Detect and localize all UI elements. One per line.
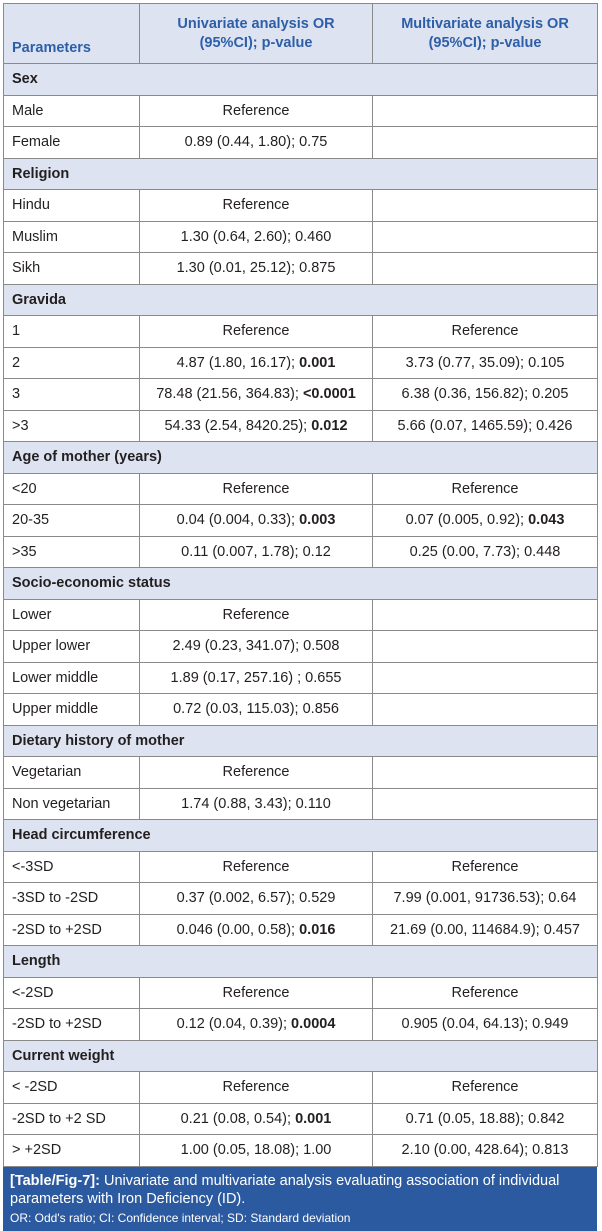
- multivariate-cell: [373, 851, 598, 883]
- univariate-cell: [140, 851, 373, 883]
- multivariate-cell: [373, 883, 598, 915]
- univariate-cell: [140, 883, 373, 915]
- table-row: [4, 599, 598, 631]
- header-multivariate: [373, 4, 598, 64]
- univariate-cell: [140, 631, 373, 663]
- univariate-p-significant: 0.003: [299, 512, 336, 529]
- table-row: [4, 221, 598, 253]
- multivariate-cell: [373, 379, 598, 411]
- section-header-row: [4, 568, 598, 600]
- row-label: < -2SD: [4, 1072, 140, 1104]
- row-label: Sikh: [4, 253, 140, 285]
- multivariate-cell: [373, 190, 598, 222]
- section-header-row: [4, 1040, 598, 1072]
- multivariate-cell: [373, 694, 598, 726]
- row-label: Upper middle: [4, 694, 140, 726]
- univariate-value: 0.37 (0.002, 6.57); 0.529: [176, 890, 336, 907]
- univariate-cell: [140, 1072, 373, 1104]
- table-header: [4, 4, 598, 64]
- univariate-value: 54.33 (2.54, 8420.25);: [164, 417, 312, 434]
- univariate-value: 0.11 (0.007, 1.78); 0.12: [181, 543, 331, 560]
- multivariate-cell: [373, 757, 598, 789]
- univariate-cell: [140, 127, 373, 159]
- univariate-value: Reference: [222, 197, 290, 214]
- row-label: Non vegetarian: [4, 788, 140, 820]
- univariate-value: 1.89 (0.17, 257.16) ; 0.655: [170, 669, 342, 686]
- univariate-p-significant: 0.001: [295, 1110, 332, 1127]
- table-row: [4, 788, 598, 820]
- table-row: [4, 253, 598, 285]
- univariate-cell: [140, 221, 373, 253]
- univariate-value: 0.04 (0.004, 0.33);: [176, 512, 300, 529]
- caption-text: Univariate and multivariate analysis evaluating association of individual parameters with Iron Deficiency (ID).: [10, 1172, 560, 1207]
- multivariate-cell: [373, 505, 598, 537]
- univariate-cell: [140, 347, 373, 379]
- univariate-p-significant: 0.001: [299, 354, 336, 371]
- table-row: [4, 410, 598, 442]
- row-label: -2SD to +2 SD: [4, 1103, 140, 1135]
- univariate-value: Reference: [222, 984, 290, 1001]
- univariate-value: 0.89 (0.44, 1.80); 0.75: [184, 134, 328, 151]
- table-caption: [3, 1167, 597, 1231]
- multivariate-cell: [373, 473, 598, 505]
- multivariate-cell: [373, 1072, 598, 1104]
- header-multivariate-line1: Multivariate analysis OR: [401, 15, 569, 32]
- row-label: Hindu: [4, 190, 140, 222]
- section-title: Socio-economic status: [4, 568, 598, 600]
- univariate-cell: [140, 505, 373, 537]
- table-row: [4, 883, 598, 915]
- multivariate-value: Reference: [451, 858, 519, 875]
- univariate-cell: [140, 473, 373, 505]
- section-title: Religion: [4, 158, 598, 190]
- table-row: [4, 1072, 598, 1104]
- univariate-p-significant: 0.016: [299, 921, 336, 938]
- univariate-value: 2.49 (0.23, 341.07); 0.508: [172, 638, 340, 655]
- caption-tag: [Table/Fig-7]:: [10, 1172, 100, 1189]
- header-multivariate-line2: (95%CI); p-value: [428, 34, 542, 51]
- row-label: <20: [4, 473, 140, 505]
- row-label: Female: [4, 127, 140, 159]
- table-row: [4, 757, 598, 789]
- section-header-row: [4, 725, 598, 757]
- univariate-value: Reference: [222, 323, 290, 340]
- multivariate-cell: [373, 347, 598, 379]
- section-title: Sex: [4, 64, 598, 96]
- section-title: Dietary history of mother: [4, 725, 598, 757]
- multivariate-cell: [373, 221, 598, 253]
- header-univariate-line2: (95%CI); p-value: [199, 34, 313, 51]
- table-row: [4, 851, 598, 883]
- univariate-value: Reference: [222, 764, 290, 781]
- univariate-cell: [140, 757, 373, 789]
- multivariate-value: 2.10 (0.00, 428.64); 0.813: [401, 1142, 569, 1159]
- univariate-cell: [140, 1135, 373, 1167]
- multivariate-value: 0.25 (0.00, 7.73); 0.448: [409, 543, 561, 560]
- univariate-cell: [140, 662, 373, 694]
- section-header-row: [4, 946, 598, 978]
- univariate-cell: [140, 914, 373, 946]
- multivariate-value: 0.07 (0.005, 0.92);: [405, 512, 529, 529]
- multivariate-cell: [373, 788, 598, 820]
- table-row: [4, 1103, 598, 1135]
- univariate-cell: [140, 410, 373, 442]
- multivariate-value: 0.71 (0.05, 18.88); 0.842: [405, 1110, 565, 1127]
- section-header-row: [4, 442, 598, 474]
- row-label: Male: [4, 95, 140, 127]
- table-figure: [3, 3, 597, 1231]
- section-header-row: [4, 64, 598, 96]
- section-header-row: [4, 158, 598, 190]
- univariate-cell: [140, 316, 373, 348]
- row-label: > +2SD: [4, 1135, 140, 1167]
- univariate-cell: [140, 253, 373, 285]
- univariate-cell: [140, 190, 373, 222]
- multivariate-value: 7.99 (0.001, 91736.53); 0.64: [393, 890, 577, 907]
- multivariate-value: 3.73 (0.77, 35.09); 0.105: [405, 354, 565, 371]
- section-title: Length: [4, 946, 598, 978]
- multivariate-cell: [373, 1135, 598, 1167]
- univariate-cell: [140, 1103, 373, 1135]
- table-body: [4, 64, 598, 1167]
- univariate-cell: [140, 694, 373, 726]
- univariate-value: Reference: [222, 102, 290, 119]
- row-label: >3: [4, 410, 140, 442]
- univariate-p-significant: <0.0001: [302, 386, 356, 403]
- table-row: [4, 316, 598, 348]
- section-title: Gravida: [4, 284, 598, 316]
- univariate-cell: [140, 1009, 373, 1041]
- multivariate-cell: [373, 1103, 598, 1135]
- univariate-value: Reference: [222, 1079, 290, 1096]
- table-row: [4, 694, 598, 726]
- table-row: [4, 190, 598, 222]
- univariate-cell: [140, 977, 373, 1009]
- section-title: Head circumference: [4, 820, 598, 852]
- row-label: 20-35: [4, 505, 140, 537]
- multivariate-cell: [373, 977, 598, 1009]
- row-label: 1: [4, 316, 140, 348]
- univariate-cell: [140, 379, 373, 411]
- table-row: [4, 977, 598, 1009]
- univariate-value: 0.72 (0.03, 115.03); 0.856: [173, 701, 339, 718]
- row-label: -2SD to +2SD: [4, 1009, 140, 1041]
- table-row: [4, 127, 598, 159]
- multivariate-p-significant: 0.043: [528, 512, 565, 529]
- univariate-cell: [140, 536, 373, 568]
- multivariate-cell: [373, 1009, 598, 1041]
- header-univariate-line1: Univariate analysis OR: [177, 15, 335, 32]
- multivariate-cell: [373, 410, 598, 442]
- row-label: <-3SD: [4, 851, 140, 883]
- table-row: [4, 473, 598, 505]
- multivariate-cell: [373, 127, 598, 159]
- univariate-cell: [140, 788, 373, 820]
- table-row: [4, 1135, 598, 1167]
- row-label: -2SD to +2SD: [4, 914, 140, 946]
- row-label: Lower: [4, 599, 140, 631]
- section-title: Age of mother (years): [4, 442, 598, 474]
- row-label: Upper lower: [4, 631, 140, 663]
- multivariate-value: Reference: [451, 1079, 519, 1096]
- row-label: Vegetarian: [4, 757, 140, 789]
- univariate-value: Reference: [222, 480, 290, 497]
- univariate-cell: [140, 599, 373, 631]
- table-row: [4, 95, 598, 127]
- univariate-value: 1.00 (0.05, 18.08); 1.00: [180, 1142, 332, 1159]
- table-row: [4, 631, 598, 663]
- table-row: [4, 914, 598, 946]
- table-row: [4, 347, 598, 379]
- multivariate-value: Reference: [451, 480, 519, 497]
- multivariate-value: 5.66 (0.07, 1465.59); 0.426: [397, 417, 573, 434]
- multivariate-cell: [373, 662, 598, 694]
- table-row: [4, 662, 598, 694]
- multivariate-cell: [373, 914, 598, 946]
- row-label: <-2SD: [4, 977, 140, 1009]
- univariate-value: 0.21 (0.08, 0.54);: [180, 1110, 296, 1127]
- multivariate-value: Reference: [451, 323, 519, 340]
- results-table: [3, 3, 598, 1167]
- univariate-value: Reference: [222, 606, 290, 623]
- multivariate-cell: [373, 599, 598, 631]
- section-header-row: [4, 284, 598, 316]
- univariate-p-significant: 0.012: [311, 417, 348, 434]
- multivariate-cell: [373, 631, 598, 663]
- multivariate-cell: [373, 536, 598, 568]
- multivariate-value: 6.38 (0.36, 156.82); 0.205: [401, 386, 569, 403]
- caption-note: OR: Odd's ratio; CI: Confidence interval; SD: Standard deviation: [10, 1210, 351, 1225]
- multivariate-cell: [373, 316, 598, 348]
- univariate-value: 1.30 (0.01, 25.12); 0.875: [176, 260, 336, 277]
- caption-title: [10, 1172, 589, 1208]
- header-univariate: [140, 4, 373, 64]
- section-title: Current weight: [4, 1040, 598, 1072]
- univariate-value: 78.48 (21.56, 364.83);: [156, 386, 303, 403]
- section-header-row: [4, 820, 598, 852]
- row-label: 2: [4, 347, 140, 379]
- multivariate-value: Reference: [451, 984, 519, 1001]
- univariate-value: 4.87 (1.80, 16.17);: [176, 354, 300, 371]
- univariate-p-significant: 0.0004: [291, 1016, 336, 1033]
- table-row: [4, 505, 598, 537]
- table-row: [4, 1009, 598, 1041]
- row-label: 3: [4, 379, 140, 411]
- univariate-value: 0.12 (0.04, 0.39);: [176, 1016, 292, 1033]
- table-row: [4, 379, 598, 411]
- univariate-value: Reference: [222, 858, 290, 875]
- multivariate-cell: [373, 253, 598, 285]
- univariate-cell: [140, 95, 373, 127]
- univariate-value: 1.74 (0.88, 3.43); 0.110: [181, 795, 331, 812]
- row-label: -3SD to -2SD: [4, 883, 140, 915]
- univariate-value: 1.30 (0.64, 2.60); 0.460: [180, 228, 332, 245]
- univariate-value: 0.046 (0.00, 0.58);: [176, 921, 300, 938]
- row-label: >35: [4, 536, 140, 568]
- multivariate-value: 0.905 (0.04, 64.13); 0.949: [401, 1016, 569, 1033]
- table-row: [4, 536, 598, 568]
- row-label: Lower middle: [4, 662, 140, 694]
- header-parameters: Parameters: [4, 4, 140, 64]
- multivariate-cell: [373, 95, 598, 127]
- multivariate-value: 21.69 (0.00, 114684.9); 0.457: [390, 921, 580, 938]
- row-label: Muslim: [4, 221, 140, 253]
